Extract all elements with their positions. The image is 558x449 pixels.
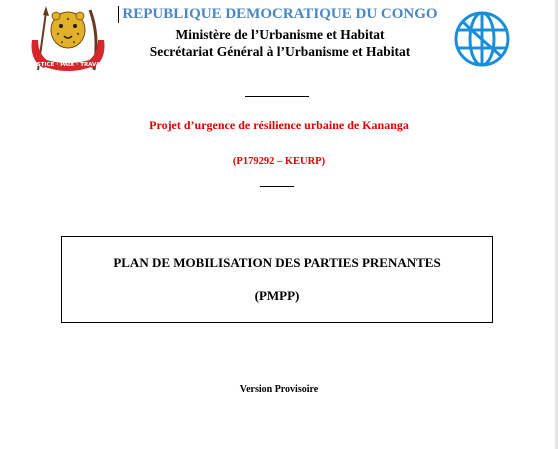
project-title: Projet d’urgence de résilience urbaine de Kananga xyxy=(149,118,409,132)
document-acronym: (PMPP) xyxy=(254,288,300,303)
country-name: REPUBLIQUE DEMOCRATIQUE DU CONGO xyxy=(122,6,438,22)
world-bank-globe-icon xyxy=(453,10,511,68)
separator-top xyxy=(245,96,309,97)
coat-motto: JUSTICE · PAIX · TRAVAIL xyxy=(30,62,106,68)
separator-bottom xyxy=(260,186,294,187)
coat-of-arms-icon xyxy=(24,4,112,74)
secretariat-name: Secrétariat Général à l’Urbanisme et Habitat xyxy=(149,44,411,59)
project-code: (P179292 – KEURP) xyxy=(232,156,326,167)
document-version: Version Provisoire xyxy=(239,384,319,395)
document-title: PLAN DE MOBILISATION DES PARTIES PRENANTES xyxy=(113,255,441,270)
ministry-name: Ministère de l’Urbanisme et Habitat xyxy=(175,27,385,42)
document-title-box xyxy=(61,236,493,323)
